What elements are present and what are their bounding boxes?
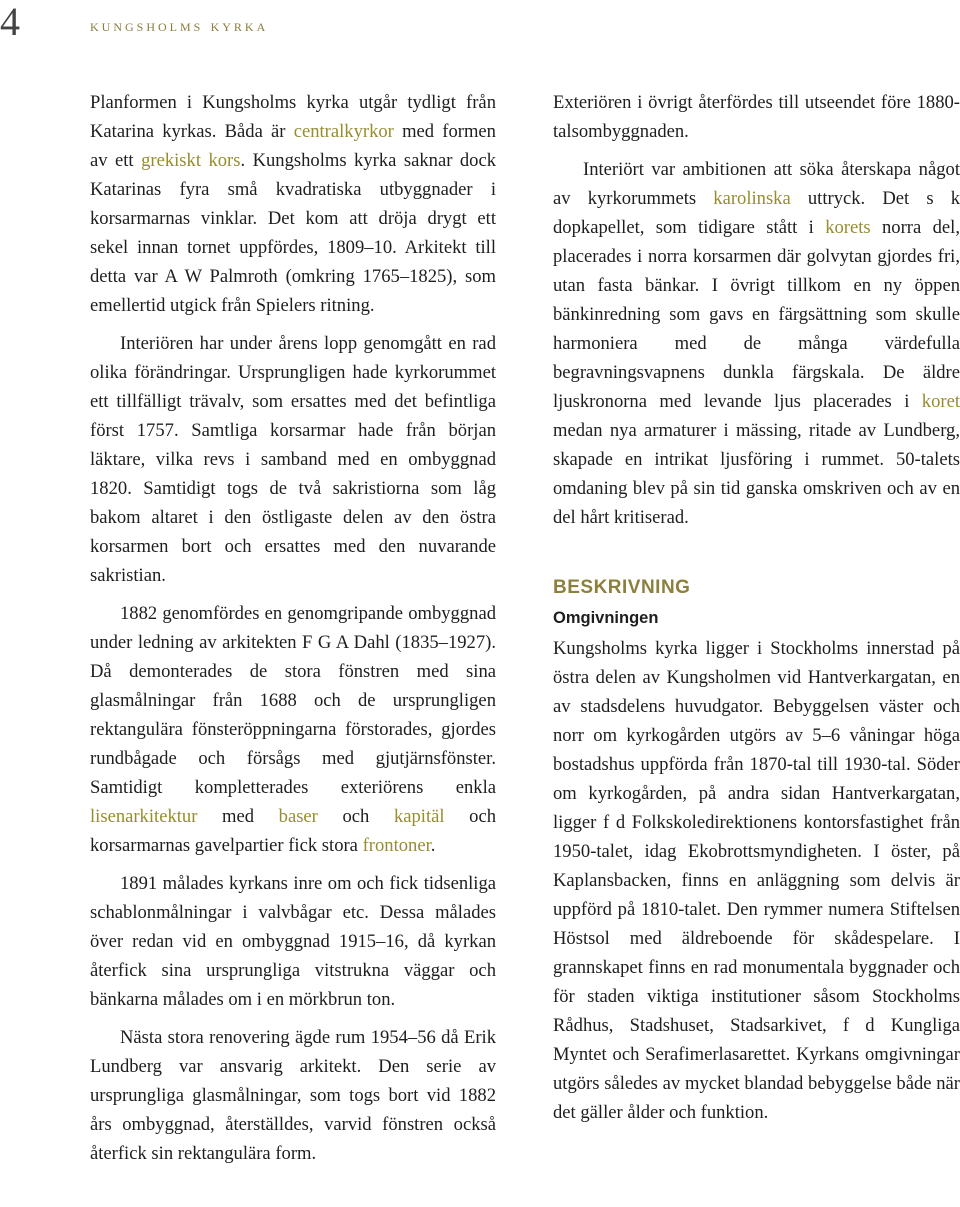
glossary-link-karolinska[interactable]: karolinska [713, 188, 791, 209]
paragraph: Planformen i Kungsholms kyrka utgår tydligt från Katarina kyrkas. Båda är centralkyrkor med formen av ett grekiskt kors. Kungsholms kyrka saknar dock Katarinas fyra små kvadratiska utbyggnader i korsarmarnas vinklar. Det kom att dröja drygt ett sekel innan tornet uppfördes, 1809–10. Arkitekt till detta var A W Palmroth (omkring 1765–1825), som emellertid utgick från Spielers ritning. [90, 92, 496, 316]
paragraph: Exteriören i övrigt återfördes till utseendet före 1880-talsombyggnaden. [553, 92, 960, 142]
left-column [90, 88, 496, 1177]
paragraph: 1891 målades kyrkans inre om och fick tidsenliga schablonmålningar i valvbågar etc. Dessa målades över redan vid en ombyggnad 1915–16, då kyrkan återfick sina ursprungliga vitstrukna väggar och bänkarna målades om i en mörkbrun ton. [90, 873, 496, 1010]
paragraph: 1882 genomfördes en genomgripande ombyggnad under ledning av arkitekten F G A Dahl (1835–1927). Då demonterades de stora fönstren med sina glasmålningar från 1688 och de ursprungligen rektangulära fönsteröppningarna förstorades, gjordes rundbågade och försågs med gjutjärnsfönster. Samtidigt kompletterades exteriörens enkla lisenarkitektur med baser och kapitäl och korsarmarnas gavelpartier fick stora frontoner. [90, 603, 496, 856]
right-column [553, 88, 960, 1136]
glossary-link-baser[interactable]: baser [278, 806, 318, 827]
page-number: 4 [0, 0, 20, 44]
glossary-link-korets[interactable]: korets [825, 217, 871, 238]
glossary-link-grekiskt-kors[interactable]: grekiskt kors [141, 150, 241, 171]
sub-heading: Omgivningen [553, 609, 659, 627]
section-heading: BESKRIVNING [553, 577, 691, 598]
glossary-link-lisenarkitektur[interactable]: lisenarkitektur [90, 806, 198, 827]
glossary-link-kapital[interactable]: kapitäl [393, 806, 445, 827]
paragraph: Nästa stora renovering ägde rum 1954–56 då Erik Lundberg var ansvarig arkitekt. Den serie av ursprungliga glasmålningar, som togs bort vid 1882 års ombyggnad, återställdes, varvid fönstren också återfick sin rektangulära form. [90, 1027, 496, 1164]
paragraph: Kungsholms kyrka ligger i Stockholms innerstad på östra delen av Kungsholmen vid Hantverkargatan, en av stadsdelens huvudgator. Bebyggelsen väster och norr om kyrkogården utgörs av 5–6 våningar höga bostadshus uppförda från 1870-tal till 1930-tal. Söder om kyrkogården, på andra sidan Hantverkargatan, ligger f d Folkskoledirektionens kontorsfastighet från 1950-talet, idag Ekobrottsmyndigheten. I öster, på Kaplansbacken, finns en anläggning som delvis är uppförd på 1810-talet. Den rymmer numera Stiftelsen Höstsol med äldreboende för skådespelare. I grannskapet finns en rad monumentala byggnader och för staden viktiga institutioner såsom Stockholms Rådhus, Stadshuset, Stadsarkivet, f d Kungliga Myntet och Serafimerlasarettet. Kyrkans omgivningar utgörs således av mycket blandad bebyggelse både när det gäller ålder och funktion. [553, 638, 960, 1123]
glossary-link-frontoner[interactable]: frontoner [362, 835, 431, 856]
glossary-link-centralkyrkor[interactable]: centralkyrkor [293, 121, 394, 142]
running-header: kungsholms kyrka [90, 16, 269, 35]
glossary-link-koret[interactable]: koret [921, 391, 960, 412]
paragraph: Interiören har under årens lopp genomgått en rad olika förändringar. Ursprungligen hade kyrkorummet ett tillfälligt trävalv, som ersattes med det befintliga först 1757. Samtliga korsarmar hade från början läktare, vilka revs i samband med en ombyggnad 1820. Samtidigt togs de två sakristiorna som låg bakom altaret i den östligaste delen av den östra korsarmen bort och ersattes med den nuvarande sakristian. [90, 333, 496, 586]
paragraph: Interiört var ambitionen att söka återskapa något av kyrkorummets karolinska uttryck. Det s k dopkapellet, som tidigare stått i korets norra del, placerades i norra korsarmen där golvytan gjordes fri, utan fasta bänkar. I övrigt tillkom en ny öppen bänkinredning som gavs en färgsättning som skulle harmoniera med de många värdefulla begravningsvapnens dunkla färgskala. De äldre ljuskronorna med levande ljus placerades i koret medan nya armaturer i mässing, ritade av Lundberg, skapade en intrikat ljusföring i rummet. 50-talets omdaning blev på sin tid ganska omskriven och av en del hårt kritiserad. [553, 159, 960, 528]
